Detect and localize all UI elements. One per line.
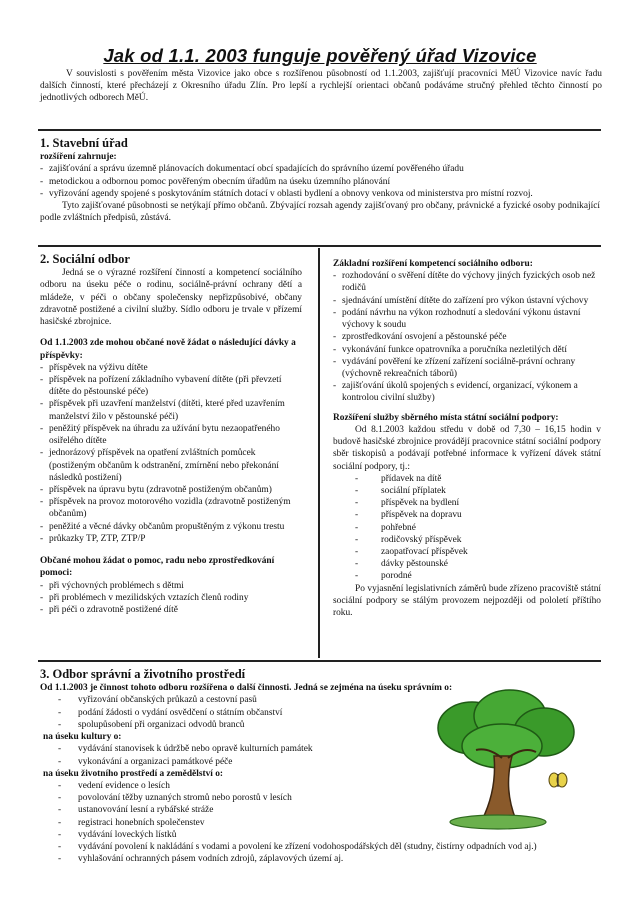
env-lead: na úseku životního prostředí a zemědělství o: [43,768,224,779]
basic-list [333,270,601,404]
collect-lead: Rozšíření služby sběrného místa státní sociální podpory: [333,412,559,423]
list-item: - vedení evidence o lesích [40,780,468,792]
list-item: - vydávání povolení k nakládání s vodami a povolení ke zřízení vodohospodářských děl (studny, čistírny odpadních vod aj.) [40,841,608,853]
list-item: - vykonávání funkce opatrovníka a poručníka nezletilých dětí [333,344,601,356]
list-item: - rodičovský příspěvek [333,534,601,546]
list-item: - metodickou a odbornou pomoc pověřeným obecním úřadům na úseku územního plánování [40,176,600,188]
section-heading: 3. Odbor správní a životního prostředí [40,667,246,681]
benefits-lead: Od 1.1.2003 zde mohou občané nově žádat o následující dávky a příspěvky: [40,338,296,361]
collect-note: Po vyjasnění legislativních záměrů bude zřízeno pracoviště státní sociální podpory se stálým provozem nejpozději od pololetí příštího roku. [333,583,601,619]
list-item: - vyřizování občanských průkazů a cestovní pasů [40,694,460,706]
list-item: - peněžité a věcné dávky občanům propuštěným z výkonu trestu [40,521,302,533]
culture-lead: na úseku kultury o: [43,732,122,743]
list-item: - vykonávání a organizaci památkové péče [40,756,460,768]
list-item: - registraci honebních společenstev [40,817,468,829]
culture-list [40,743,460,767]
list-item: - podání žádosti o vydání osvědčení o státním občanství [40,707,460,719]
list-item: - dávky pěstounské [333,558,601,570]
collect-list [333,473,601,583]
list-item: - jednorázový příspěvek na opatření zvláštních pomůcek (postiženým občanům k odstranění, zmírnění nebo překonání následků postižení) [40,447,302,484]
list-item: - příspěvek na provoz motorového vozidla (zdravotně postiženým občanům) [40,496,302,520]
benefits-list [40,362,302,545]
section-stavebni-urad [40,135,600,225]
list-item: - příspěvek při uzavření manželství (dítěti, které před uzavřením manželství žilo v pěstounské péči) [40,398,302,422]
list-item: - zajišťování úkolů spojených s evidencí, organizací, výkonem a kontrolou civilní služby) [333,380,601,404]
list-item: - pohřebné [333,522,601,534]
list-item: - při výchovných problémech s dětmi [40,580,302,592]
list-item: - zajišťování a správu územně plánovacích dokumentací obcí spadajících do správního území pověřeného úřadu [40,163,600,175]
list-item: - průkazky TP, ZTP, ZTP/P [40,533,302,545]
list-item: - rozhodování o svěření dítěte do výchovy jiných fyzických osob než rodičů [333,270,601,294]
list-item: - povolování těžby uznaných stromů nebo porostů v lesích [40,792,468,804]
list-item: - příspěvek na úpravu bytu (zdravotně postiženým občanům) [40,484,302,496]
section-socialni-odbor-right [333,258,601,619]
list-item: - sjednávání umístění dítěte do zařízení pro výkon ústavní výchovy [333,295,601,307]
list-item: - peněžitý příspěvek na úhradu za užívání bytu nezaopatřeného osiřelého dítěte [40,423,302,447]
list-item: - při problémech v mezilidských vztazích členů rodiny [40,592,302,604]
section-heading: 2. Sociální odbor [40,252,130,266]
list-item: - vyhlašování ochranných pásem vodních zdrojů, záplavových území aj. [40,853,608,865]
help-lead: Občané mohou žádat o pomoc, radu nebo zprostředkování pomoci: [40,556,275,579]
list-item: - vydávání stanovisek k údržbě nebo opravě kulturních památek [40,743,460,755]
section-socialni-odbor-left [40,251,302,616]
list-item: - příspěvek na výživu dítěte [40,362,302,374]
list-item: - spolupůsobení při organizaci odvodů branců [40,719,460,731]
list-item: - příspěvek na bydlení [333,497,601,509]
list-item: - sociální příplatek [333,485,601,497]
intro-paragraph: V souvislosti s pověřením města Vizovice jako obce s rozšířenou působností od 1.1.2003, zajišťují pracovníci MěÚ Vizovice navíc řadu dalších činností, které přecházejí z Okresního úřadu Zlín. Pro lepší a rychlejší orientaci občanů podáváme stručný přehled těchto činností po jednotlivých odborech MěÚ. [40,69,602,104]
list-item: - vydávání pověření ke zřízení zařízení sociálně-právní ochrany (výchovně rekreačních táborů) [333,356,601,380]
section-lead: rozšíření zahrnuje: [40,152,117,163]
list-item: - zprostředkování osvojení a pěstounské péče [333,331,601,343]
list-item: - příspěvek na dopravu [333,509,601,521]
list-item: - zaopatřovací příspěvek [333,546,601,558]
section-lead: Od 1.1.2003 je činnost tohoto odboru rozšířena o další činnosti. Jedná se zejména na úseku správním o: [40,683,453,694]
collect-text: Od 8.1.2003 každou středu v době od 7,30 – 16,15 hodin v budově hasičské zbrojnice provádějí pracovnice státní sociální podpory sběr tiskopisů a podávají potřebné informace k vyřízení dávek státní sociální podpory, tj.: [333,424,601,472]
section-heading: 1. Stavební úřad [40,136,128,150]
butterfly-icon [549,773,567,787]
section-divider [38,245,601,247]
admin-list [40,694,460,731]
list-item: - vyřizování agendy spojené s poskytováním státních dotací v oblasti bydlení a obnovy venkova od ministerstva pro místní rozvoj. [40,188,600,200]
list-item: - vydávání loveckých lístků [40,829,468,841]
page-title: Jak od 1.1. 2003 funguje pověřený úřad Vizovice [103,45,537,66]
list-item: - podání návrhu na výkon rozhodnutí a sledování výkonu ústavní výchovy k soudu [333,307,601,331]
tree-illustration [432,688,580,838]
section-note: Tyto zajišťované působnosti se netýkají přímo občanů. Zbývající rozsah agendy zajišťovaný pro občany, právnické a fyzické osoby podnikající podle zvláštních předpisů, zůstává. [40,201,600,224]
column-divider [318,248,320,658]
grass [450,815,546,829]
list-item: - přídavek na dítě [333,473,601,485]
list-item: - ustanovování lesní a rybářské stráže [40,804,468,816]
section-intro: Jedná se o výrazné rozšíření činností a kompetencí sociálního odboru na úseku péče o rodinu, sociálně-právní ochrany dětí a mládeže, v péči o občany společensky nepřizpůsobivé, občany zdravotně postižené a civilní služby. Sídlo odboru je trvale v přízemí hasičské zbrojnice. [40,268,302,328]
section-divider [38,660,601,662]
list-item: - příspěvek na pořízení základního vybavení dítěte (při převzetí dítěte do pěstounské péče) [40,374,302,398]
list-item: - porodné [333,570,601,582]
basic-lead: Základní rozšíření kompetencí sociálního odboru: [333,259,533,269]
list-item: - při péči o zdravotně postižené dítě [40,604,302,616]
item-list [40,163,600,200]
help-list [40,580,302,617]
section-divider [38,129,601,131]
